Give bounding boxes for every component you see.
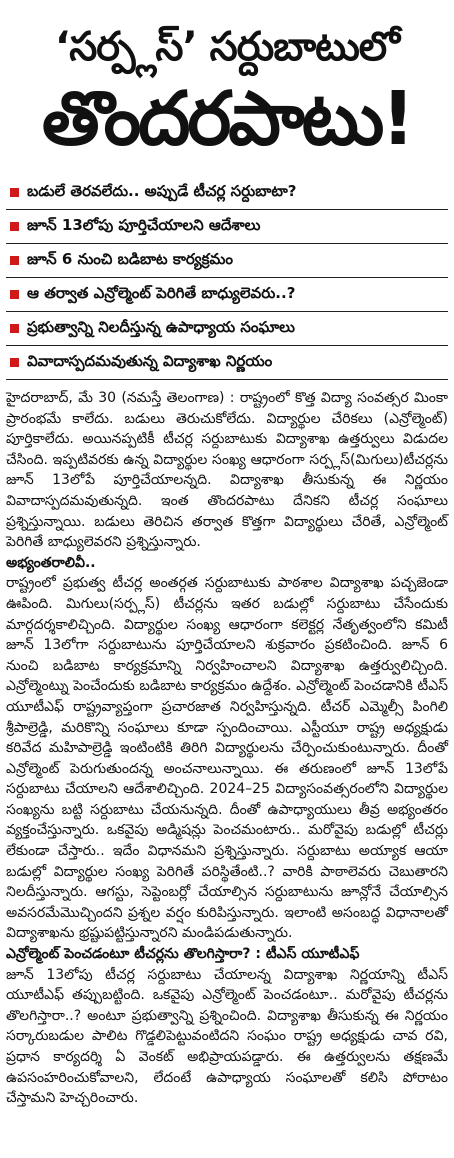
- red-square-icon: [10, 256, 19, 265]
- red-square-icon: [10, 324, 19, 333]
- headline-line1: ‘సర్ప్లస్’ సర్దుబాటులో: [55, 24, 399, 70]
- highlight-text: జూన్ 6 నుంచి బడిబాట కార్యక్రమం: [27, 249, 233, 268]
- article-body: [6, 388, 448, 1109]
- highlights-list: [6, 176, 448, 380]
- highlight-item: [6, 278, 448, 312]
- subheading-objections: అభ్యంతరాలివీ..: [6, 554, 96, 571]
- article-paragraph: రాష్ట్రంలో ప్రభుత్వ టీచర్ల అంతర్గత సర్దుబాటుకు పాఠశాల విద్యాశాఖ పచ్చజెండా ఊపింది. మిగులు(సర్ప్లస్) టీచర్లను ఇతర బడుల్లో సర్దుబాటు చేసేందుకు మార్గదర్శకాలిచ్చింది. విద్యార్థుల సంఖ్య ఆధారంగా కలెక్టర్ల నేతృత్వంలోని కమిటీ జూన్ 13లోగా సర్దుబాటును పూర్తిచేయాలని శుక్రవారం ప్రకటించింది. జూన్ 6 నుంచి బడిబాట కార్యక్రమాన్ని నిర్వహించాలని విద్యాశాఖ ఉత్తర్వులిచ్చింది. ఎన్రోల్మెంట్ను పెంచేందుకు బడిబాట కార్యక్రమం ఉద్దేశం. ఎన్రోల్మెంట్ పెంచడానికి టీఎస్ యూటీఎఫ్ రాష్ట్రవ్యాప్తంగా ప్రచారజాత నిర్వహిస్తున్నది. టీచర్ ఎమ్మెల్సీ పింగిలి శ్రీపాల్రెడ్డి, మరికొన్ని సంఘాలు కూడా స్పందించాయి. ఎస్టీయూ రాష్ట్ర అధ్యక్షుడు కరివేద మహిపాల్రెడ్డి ఇంటింటికి తిరిగి విద్యార్థులను చేర్పించుకుంటున్నారు. దీంతో ఎన్రోల్మెంట్ పెరుగుతుందన్న అంచనాలున్నాయి. ఈ తరుణంలో జూన్ 13లోపే సర్దుబాటు చేయాలని ఆదేశాలిచ్చింది. 2024–25 విద్యాసంవత్సరంలోని విద్యార్థుల సంఖ్యను బట్టి సర్దుబాటు చేయనున్నది. దీంతో ఉపాధ్యాయులు తీవ్ర అభ్యంతరం వ్యక్తంచేస్తున్నారు. ఒకవైపు అడ్మిషన్లు పెంచమంటారు.. మరోవైపు బడుల్లో టీచర్లు లేకుండా చేస్తారు.. ఇదేం విధానమని ప్రశ్నిస్తున్నారు. సర్దుబాటు అయ్యాక ఆయా బడుల్లో విద్యార్థుల సంఖ్య పెరిగితే పరిస్థితేంటి..? వారికి పాఠాలెవరు చెబుతారని నిలదీస్తున్నారు. ఆగస్టు, సెప్టెంబర్లో చేయాల్సిన సర్దుబాటును జూన్లోనే చేయాల్సిన అవసరమేమొచ్చిందని ప్రశ్నల వర్షం కురిపిస్తున్నారు. ఇలాంటి అసంబద్ధ విధానాలతో విద్యాశాఖను భ్రష్టుపట్టిస్తున్నారని మండిపడుతున్నారు.: [6, 575, 448, 942]
- highlight-item: [6, 176, 448, 210]
- headline-line2: తొందరపాటు!: [41, 76, 413, 162]
- red-square-icon: [10, 222, 19, 231]
- highlight-item: [6, 210, 448, 244]
- highlight-item: [6, 346, 448, 380]
- subheading-utf: ఎన్రోల్మెంట్ పెంచడంటూ టీచర్లను తొలగిస్తారా? : టీఎస్ యూటీఎఫ్: [6, 946, 360, 963]
- highlight-text: జూన్ 13లోపు పూర్తిచేయాలని ఆదేశాలు: [27, 215, 261, 234]
- highlight-item: [6, 244, 448, 278]
- highlight-item: [6, 312, 448, 346]
- article-intro: హైదరాబాద్, మే 30 (నమస్తే తెలంగాణ) : రాష్ట్రంలో కొత్త విద్యా సంవత్సర మింకా ప్రారంభమే కాలేదు. బడులు తెరుచుకోలేదు. విద్యార్థుల చేరికలు (ఎన్రోల్మెంట్) పూర్తికాలేదు. అయినప్పటికీ టీచర్ల సర్దుబాటుకు విద్యాశాఖ ఉత్తర్వులు విడుదల చేసింది. ఇప్పటివరకు ఉన్న విద్యార్థుల సంఖ్య ఆధారంగా సర్ప్లస్(మిగులు)టీచర్లను జూన్ 13లోపే పూర్తిచేయాలన్నది. విద్యాశాఖ తీసుకున్న ఈ నిర్ణయం వివాదాస్పదమవుతున్నది. ఇంత తొందరపాటు దేనికని టీచర్ల సంఘాలు ప్రశ్నిస్తున్నాయి. బడులు తెరిచిన తర్వాత కొత్తగా విద్యార్థులు చేరితే, ఎన్రోల్మెంట్ పెరిగితే బాధ్యులెవరని ప్రశ్నిస్తున్నారు.: [6, 390, 448, 551]
- highlight-text: వివాదాస్పదమవుతున్న విద్యాశాఖ నిర్ణయం: [27, 351, 273, 370]
- red-square-icon: [10, 188, 19, 197]
- highlight-text: ఆ తర్వాత ఎన్రోల్మెంట్ పెరిగితే బాధ్యులెవరు..?: [27, 283, 296, 302]
- red-square-icon: [10, 358, 19, 367]
- red-square-icon: [10, 290, 19, 299]
- highlight-text: బడులే తెరవలేదు.. అప్పుడే టీచర్ల సర్దుబాటా?: [27, 181, 297, 200]
- highlight-text: ప్రభుత్వాన్ని నిలదీస్తున్న ఉపాధ్యాయ సంఘాలు: [27, 317, 295, 336]
- article-paragraph: జూన్ 13లోపు టీచర్ల సర్దుబాటు చేయాలన్న విద్యాశాఖ నిర్ణయాన్ని టీఎస్ యూటీఎఫ్ తప్పుబట్టింది. ఒకవైపు ఎన్రోల్మెంట్ పెంచడంటూ.. మరోవైపు టీచర్లను తొలగిస్తారా..? అంటూ ప్రభుత్వాన్ని ప్రశ్నించింది. విద్యాశాఖ తీసుకున్న ఈ నిర్ణయం సర్కారుబడుల పాలిట గొడ్డలిపెట్టువంటిదని సంఘం రాష్ట్ర అధ్యక్షుడు చావ రవి, ప్రధాన కార్యదర్శి ఏ వెంకట్ అభిప్రాయపడ్డారు. ఈ ఉత్తర్వులను తక్షణమే ఉపసంహరించుకోవాలని, లేదంటే ఉపాధ్యాయ సంఘాలతో కలిసి పోరాటం చేస్తామని హెచ్చరించారు.: [6, 966, 448, 1107]
